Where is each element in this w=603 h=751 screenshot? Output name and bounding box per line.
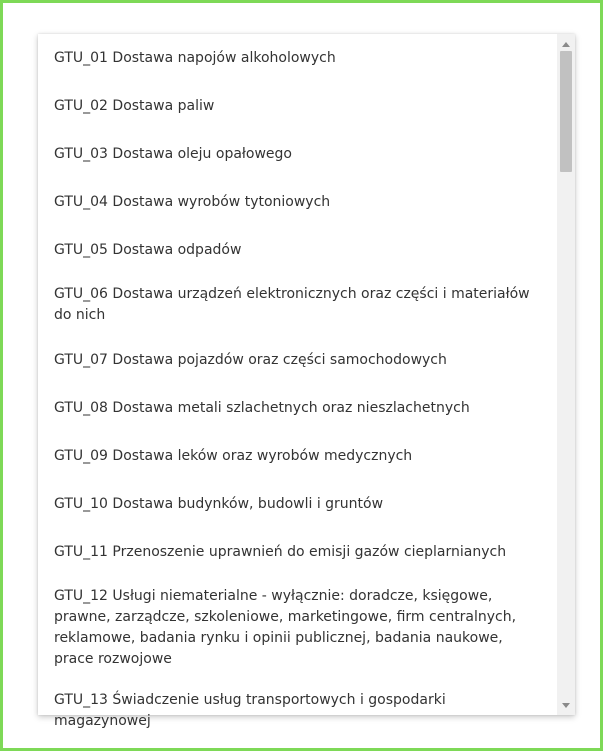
option-label: GTU_13 Świadczenie usług transportowych i gospodarki magazynowej (54, 692, 446, 729)
option-gtu-12[interactable] (38, 576, 556, 680)
option-gtu-01[interactable] (38, 34, 556, 82)
option-gtu-06[interactable] (38, 274, 556, 336)
option-label: GTU_03 Dostawa oleju opałowego (54, 145, 292, 162)
vertical-scrollbar[interactable] (557, 34, 575, 715)
option-label: GTU_11 Przenoszenie uprawnień do emisji gazów cieplarnianych (54, 543, 507, 560)
option-label: GTU_07 Dostawa pojazdów oraz części samochodowych (54, 351, 447, 368)
option-label: GTU_08 Dostawa metali szlachetnych oraz nieszlachetnych (54, 399, 470, 416)
option-label: GTU_04 Dostawa wyrobów tytoniowych (54, 193, 331, 210)
option-gtu-03[interactable] (38, 130, 556, 178)
option-gtu-04[interactable] (38, 178, 556, 226)
option-gtu-13[interactable] (38, 680, 556, 742)
scrollbar-thumb[interactable] (560, 51, 572, 172)
option-label: GTU_01 Dostawa napojów alkoholowych (54, 50, 336, 66)
option-gtu-10[interactable] (38, 480, 556, 528)
option-gtu-05[interactable] (38, 226, 556, 274)
option-gtu-11[interactable] (38, 528, 556, 576)
option-label: GTU_10 Dostawa budynków, budowli i gruntów (54, 495, 384, 512)
option-gtu-08[interactable] (38, 384, 556, 432)
option-gtu-02[interactable] (38, 82, 556, 130)
option-label: GTU_02 Dostawa paliw (54, 97, 215, 114)
gtu-dropdown-list (38, 34, 575, 729)
option-gtu-09[interactable] (38, 432, 556, 480)
option-label: GTU_09 Dostawa leków oraz wyrobów medycznych (54, 447, 413, 464)
scroll-up-icon[interactable] (557, 36, 575, 52)
option-list (38, 34, 556, 729)
option-label: GTU_05 Dostawa odpadów (54, 241, 242, 258)
option-label: GTU_12 Usługi niematerialne - wyłącznie: doradcze, księgowe, prawne, zarządcze, szkoleniowe, marketingowe, firm centralnych, reklamowe, badania rynku i opinii publicznej, badania naukowe, prace rozwojowe (54, 588, 517, 667)
option-label: GTU_06 Dostawa urządzeń elektronicznych oraz części i materiałów do nich (54, 286, 530, 323)
option-gtu-07[interactable] (38, 336, 556, 384)
scroll-down-icon[interactable] (557, 697, 575, 713)
